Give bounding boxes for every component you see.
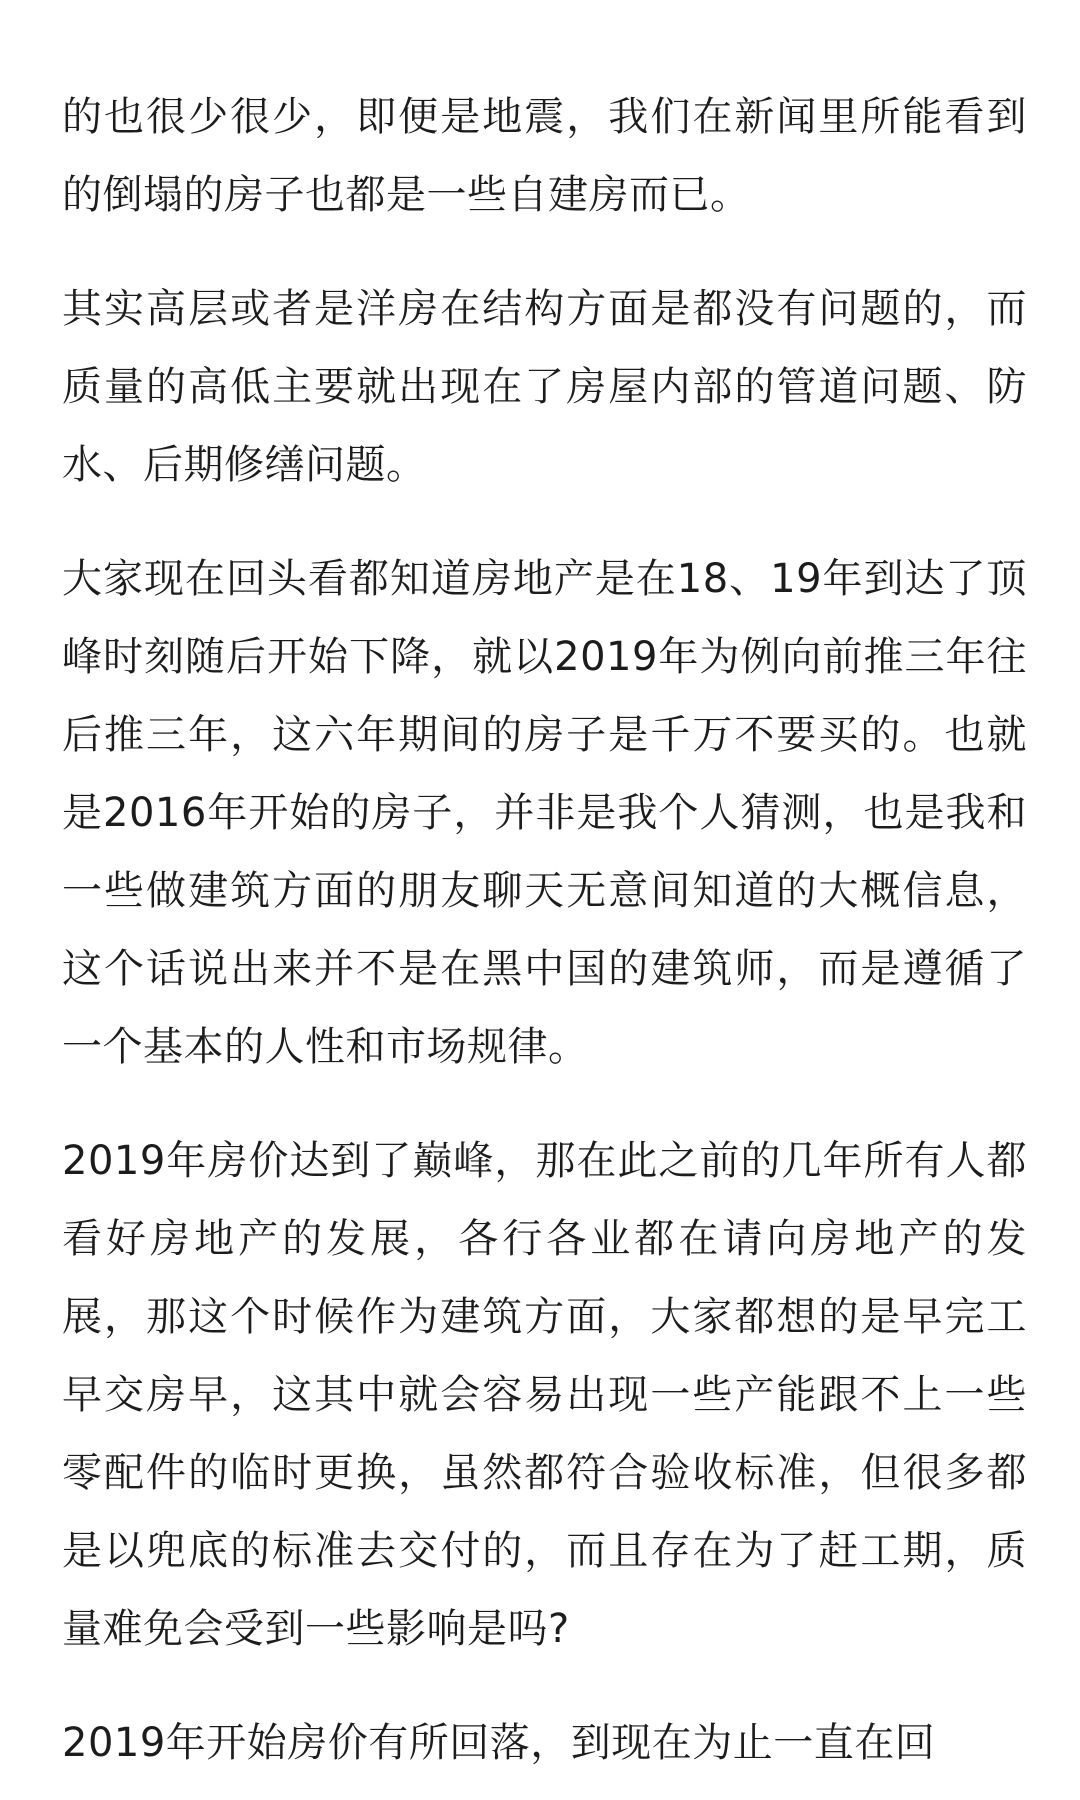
paragraph-2: 其实高层或者是洋房在结构方面是都没有问题的，而质量的高低主要就出现在了房屋内部的管道问题、防水、后期修缮问题。 [62,286,1027,488]
paragraph-1: 的也很少很少，即便是地震，我们在新闻里所能看到的倒塌的房子也都是一些自建房而已。 [62,94,1027,218]
paragraph-5: 2019年开始房价有所回落，到现在为止一直在回 [62,1720,936,1766]
article-body [62,78,1027,1782]
paragraph-4: 2019年房价达到了巅峰，那在此之前的几年所有人都看好房地产的发展，各行各业都在请向房地产的发展，那这个时候作为建筑方面，大家都想的是早完工早交房早，这其中就会容易出现一些产能跟不上一些零配件的临时更换，虽然都符合验收标准，但很多都是以兜底的标准去交付的，而且存在为了赶工期，质量难免会受到一些影响是吗? [62,1138,1027,1652]
paragraph-3: 大家现在回头看都知道房地产是在18、19年到达了顶峰时刻随后开始下降，就以2019年为例向前推三年往后推三年，这六年期间的房子是千万不要买的。也就是2016年开始的房子，并非是我个人猜测，也是我和一些做建筑方面的朋友聊天无意间知道的大概信息，这个话说出来并不是在黑中国的建筑师，而是遵循了一个基本的人性和市场规律。 [62,556,1027,1070]
